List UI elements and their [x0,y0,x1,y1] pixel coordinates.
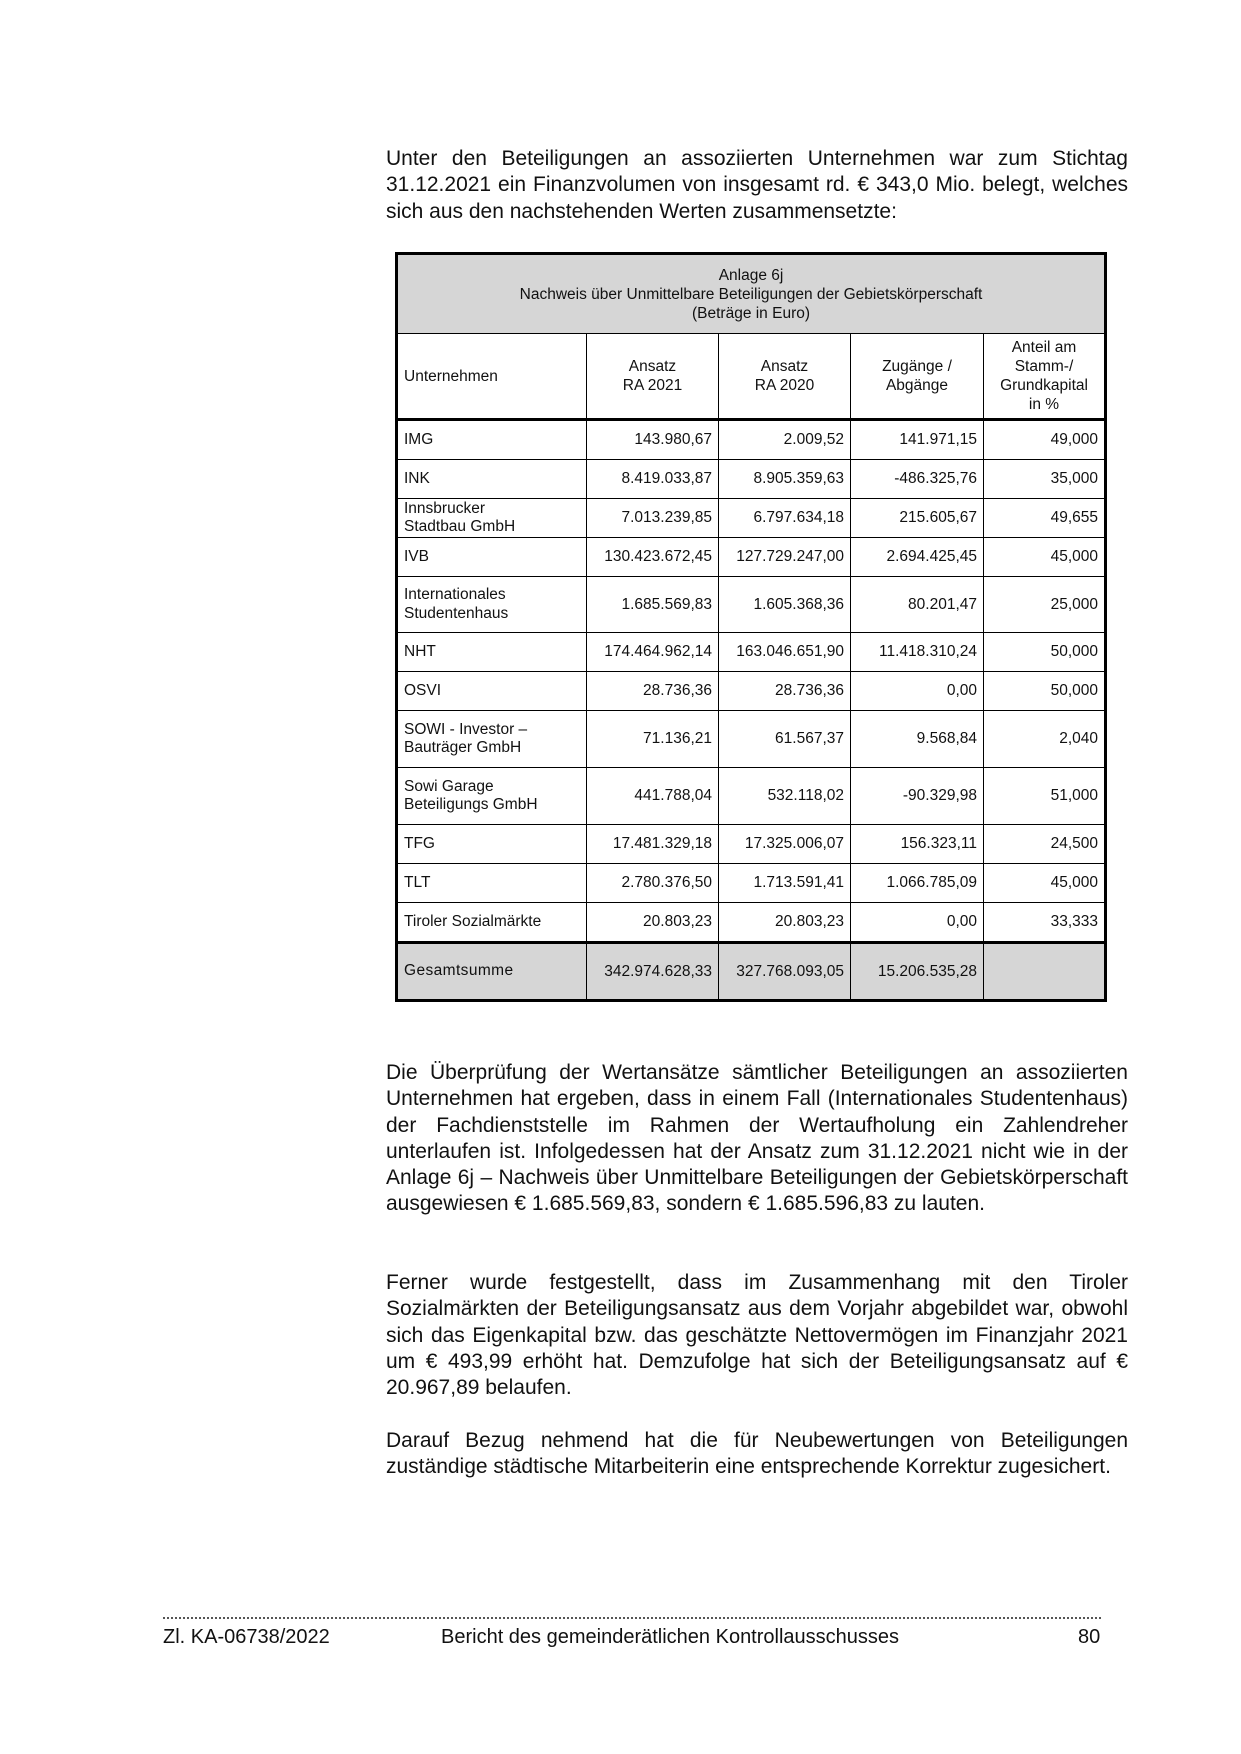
company-name [397,420,587,460]
total-share-empty [984,943,1106,1001]
total-change: 15.206.535,28 [851,943,984,1001]
table-header-row [397,334,1106,420]
share-cell: 33,333 [984,903,1106,943]
company-name-line1: SOWI - Investor – [404,720,528,738]
ra2020-cell: 17.325.006,07 [719,825,851,864]
change-cell: 156.323,11 [851,825,984,864]
header-anteil-line1: Anteil am [1011,339,1077,356]
share-cell: 45,000 [984,864,1106,903]
header-zugaenge [851,334,984,420]
company-name [397,768,587,825]
table-row [397,768,1106,825]
share-cell: 45,000 [984,538,1106,577]
total-ra2020: 327.768.093,05 [719,943,851,1001]
total-label: Gesamtsumme [397,943,587,1001]
share-cell: 25,000 [984,577,1106,633]
header-unternehmen: Unternehmen [397,334,587,420]
header-anteil [984,334,1106,420]
company-name [397,577,587,633]
table-row [397,577,1106,633]
table-row [397,633,1106,672]
table-row [397,711,1106,768]
company-name-line1: OSVI [404,681,442,699]
company-name-line1: TLT [404,873,431,891]
share-cell: 49,000 [984,420,1106,460]
company-name-line1: Innsbrucker [404,499,485,517]
intro-paragraph: Unter den Beteiligungen an assoziierten Unternehmen war zum Stichtag 31.12.2021 ein Finanzvolumen von insgesamt rd. € 343,0 Mio. belegt, welches sich aus den nachstehenden Werten zusammensetzte: [386,147,1128,223]
company-name-line1: Internationales [404,586,506,603]
company-name-line1: IMG [404,430,434,448]
header-zugaenge-line1: Zugänge / [882,358,952,375]
ra2021-cell: 17.481.329,18 [587,825,719,864]
company-name-line2: Bauträger GmbH [404,739,522,756]
company-name [397,672,587,711]
ra2021-cell: 8.419.033,87 [587,460,719,499]
paragraph-sozialmaerkte: Ferner wurde festgestellt, dass im Zusammenhang mit den Tiroler Sozialmärkten der Beteiligungsansatz aus dem Vorjahr abgebildet war, obwohl sich das Eigenkapital bzw. das geschätzte Nettovermögen im Finanzjahr 2021 um € 493,99 erhöht hat. Demzufolge hat sich der Beteiligungsansatz auf € 20.967,89 belaufen. [386,1271,1128,1400]
ra2020-cell: 2.009,52 [719,420,851,460]
company-name-line1: Tiroler Sozialmärkte [404,912,542,930]
company-name-line1: NHT [404,642,436,660]
beteiligungen-table [395,252,1107,1002]
page-number: 80 [1078,1626,1101,1648]
change-cell: 0,00 [851,672,984,711]
company-name-line2: Studentenhaus [404,604,509,622]
company-name [397,633,587,672]
change-cell: 80.201,47 [851,577,984,633]
ra2021-cell: 174.464.962,14 [587,633,719,672]
table-row [397,903,1106,943]
ra2021-cell: 130.423.672,45 [587,538,719,577]
header-ra2020-line1: Ansatz [760,358,809,375]
ra2020-cell: 127.729.247,00 [719,538,851,577]
ra2021-cell: 71.136,21 [587,711,719,768]
company-name-line1: Sowi Garage [404,777,494,795]
ra2021-cell: 28.736,36 [587,672,719,711]
paragraph-review: Die Überprüfung der Wertansätze sämtlicher Beteiligungen an assoziierten Unternehmen hat ergeben, dass in einem Fall (Internationales Studentenhaus) der Fachdienststelle im Rahmen der Wertaufholung ein Zahlendreher unterlaufen ist. Infolgedessen hat der Ansatz zum 31.12.2021 nicht wie in der Anlage 6j – Nachweis über Unmittelbare Beteiligungen der Gebietskörperschaft ausgewiesen € 1.685.569,83, sondern € 1.685.596,83 zu lauten. [386,1061,1128,1216]
company-name [397,825,587,864]
header-ra2021-line1: Ansatz [628,358,677,375]
company-name [397,711,587,768]
table-row [397,864,1106,903]
ra2020-cell: 8.905.359,63 [719,460,851,499]
ra2021-cell: 2.780.376,50 [587,864,719,903]
header-ra2020-line2: RA 2020 [754,377,815,394]
header-ra2021 [587,334,719,420]
change-cell: 11.418.310,24 [851,633,984,672]
ra2020-cell: 163.046.651,90 [719,633,851,672]
change-cell: 1.066.785,09 [851,864,984,903]
company-name [397,903,587,943]
company-name-line2: Stadtbau GmbH [404,518,516,535]
header-ra2020 [719,334,851,420]
change-cell: -90.329,98 [851,768,984,825]
beteiligungen-table-wrapper [395,252,1104,1002]
share-cell: 50,000 [984,633,1106,672]
table-title-line2: Nachweis über Unmittelbare Beteiligungen der Gebietskörperschaft [519,285,983,303]
change-cell: 141.971,15 [851,420,984,460]
ra2021-cell: 20.803,23 [587,903,719,943]
total-ra2021: 342.974.628,33 [587,943,719,1001]
company-name-line1: TFG [404,834,435,852]
company-name [397,460,587,499]
share-cell: 2,040 [984,711,1106,768]
table-row [397,499,1106,538]
table-title-line3: (Beträge in Euro) [691,304,811,322]
ra2020-cell: 61.567,37 [719,711,851,768]
header-anteil-line3: Grundkapital [1000,377,1088,394]
header-ra2021-line2: RA 2021 [622,377,683,394]
share-cell: 35,000 [984,460,1106,499]
change-cell: 215.605,67 [851,499,984,538]
ra2020-cell: 20.803,23 [719,903,851,943]
ra2020-cell: 28.736,36 [719,672,851,711]
company-name [397,538,587,577]
footer-reference: Zl. KA-06738/2022 [163,1626,330,1648]
share-cell: 24,500 [984,825,1106,864]
company-name [397,499,587,538]
table-row [397,538,1106,577]
footer-report-title: Bericht des gemeinderätlichen Kontrollausschusses [441,1626,900,1648]
change-cell: 2.694.425,45 [851,538,984,577]
table-row [397,825,1106,864]
ra2021-cell: 7.013.239,85 [587,499,719,538]
company-name [397,864,587,903]
table-title [397,254,1106,334]
change-cell: 9.568,84 [851,711,984,768]
header-anteil-line2: Stamm-/ [1014,358,1074,375]
ra2020-cell: 1.713.591,41 [719,864,851,903]
table-row [397,420,1106,460]
company-name-line1: INK [404,469,430,487]
company-name-line1: IVB [404,547,429,565]
share-cell: 49,655 [984,499,1106,538]
ra2021-cell: 1.685.569,83 [587,577,719,633]
ra2021-cell: 143.980,67 [587,420,719,460]
company-name-line2: Beteiligungs GmbH [404,796,538,813]
share-cell: 50,000 [984,672,1106,711]
footer-divider [163,1617,1101,1619]
total-row [397,943,1106,1001]
ra2020-cell: 532.118,02 [719,768,851,825]
ra2021-cell: 441.788,04 [587,768,719,825]
table-row [397,672,1106,711]
table-row [397,460,1106,499]
change-cell: -486.325,76 [851,460,984,499]
paragraph-correction: Darauf Bezug nehmend hat die für Neubewertungen von Beteiligungen zuständige städtische Mitarbeiterin eine entsprechende Korrektur zugesichert. [386,1429,1128,1479]
ra2020-cell: 1.605.368,36 [719,577,851,633]
ra2020-cell: 6.797.634,18 [719,499,851,538]
table-title-line1: Anlage 6j [718,266,784,284]
header-anteil-line4: in % [1028,396,1060,413]
header-zugaenge-line2: Abgänge [885,377,949,394]
share-cell: 51,000 [984,768,1106,825]
change-cell: 0,00 [851,903,984,943]
